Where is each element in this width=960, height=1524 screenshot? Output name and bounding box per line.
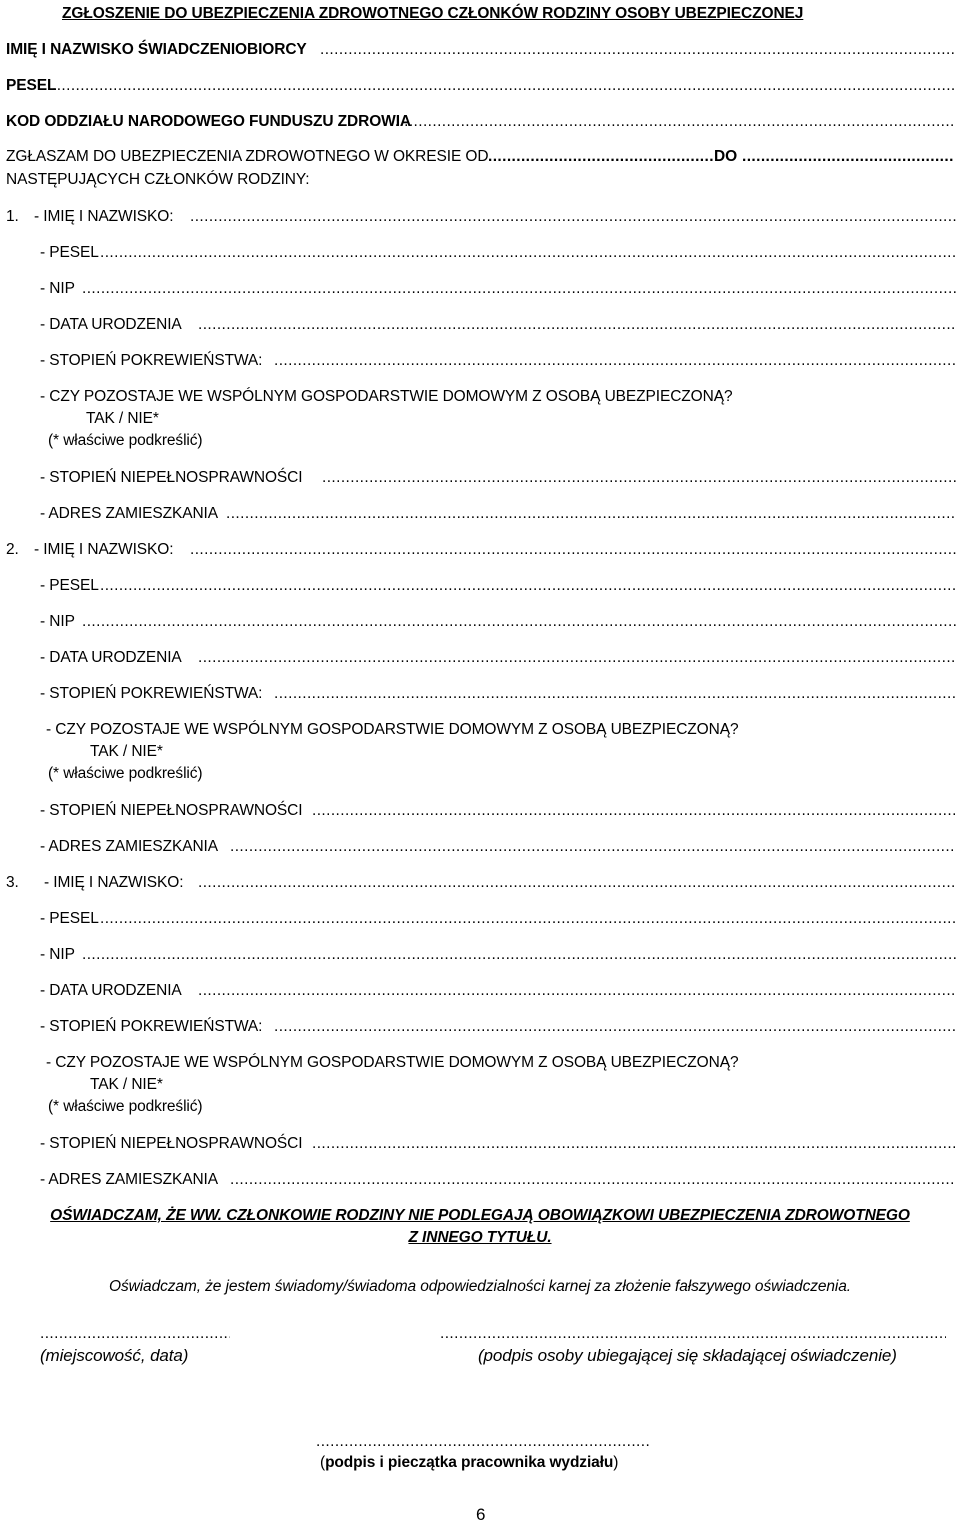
member-pesel-field[interactable] (100, 911, 956, 927)
page-number: 6 (476, 1505, 486, 1524)
member-name-field[interactable] (198, 875, 956, 891)
beneficiary-pesel-field[interactable] (52, 78, 954, 94)
member-address-field[interactable] (230, 1172, 956, 1188)
member-disability-label: - STOPIEŃ NIEPEŁNOSPRAWNOŚCI (40, 469, 303, 486)
applicant-signature-caption: (podpis osoby ubiegającej się składającej oświadczenie) (478, 1346, 897, 1365)
officer-caption-close: ) (613, 1454, 619, 1471)
period-from-field[interactable] (488, 149, 714, 165)
member-nip-field[interactable] (82, 947, 956, 963)
officer-caption-open: ( (320, 1454, 326, 1471)
member-address-label: - ADRES ZAMIESZKANIA (40, 1171, 219, 1188)
member-number: 2. (6, 541, 19, 558)
member-name-label: - IMIĘ I NAZWISKO: (34, 208, 174, 225)
member-nip-label: - NIP (40, 280, 75, 297)
member-pesel-field[interactable] (100, 245, 956, 261)
member-disability-field[interactable] (322, 470, 956, 486)
page-title: ZGŁOSZENIE DO UBEZPIECZENIA ZDROWOTNEGO CZŁONKÓW RODZINY OSOBY UBEZPIECZONEJ (62, 5, 804, 22)
officer-signature-caption (320, 1455, 618, 1471)
beneficiary-name-field[interactable] (320, 42, 954, 58)
member-household-answer[interactable]: TAK / NIE* (86, 410, 159, 427)
place-date-caption: (miejscowość, data) (40, 1346, 189, 1365)
member-address-field[interactable] (230, 839, 956, 855)
member-nip-field[interactable] (82, 281, 956, 297)
declare-to-label: DO (714, 148, 738, 165)
member-pesel-label: - PESEL (40, 910, 99, 927)
member-name-label: - IMIĘ I NAZWISKO: (34, 541, 174, 558)
member-birth-label: - DATA URODZENIA (40, 649, 182, 666)
officer-signature-field[interactable] (316, 1434, 650, 1450)
member-disability-label: - STOPIEŃ NIEPEŁNOSPRAWNOŚCI (40, 1135, 303, 1152)
member-disability-field[interactable] (312, 1136, 956, 1152)
member-nip-label: - NIP (40, 946, 75, 963)
member-name-label: - IMIĘ I NAZWISKO: (44, 874, 184, 891)
member-underline-note: (* właściwe podkreślić) (48, 765, 203, 782)
member-birth-label: - DATA URODZENIA (40, 316, 182, 333)
member-birth-field[interactable] (198, 317, 954, 333)
member-pesel-label: - PESEL (40, 577, 99, 594)
member-kinship-label: - STOPIEŃ POKREWIEŃSTWA: (40, 1018, 263, 1035)
nfz-code-label: KOD ODDZIAŁU NARODOWEGO FUNDUSZU ZDROWIA (6, 113, 411, 130)
member-address-field[interactable] (226, 506, 956, 522)
member-household-answer[interactable]: TAK / NIE* (90, 1076, 163, 1093)
member-pesel-label: - PESEL (40, 244, 99, 261)
member-disability-label: - STOPIEŃ NIEPEŁNOSPRAWNOŚCI (40, 802, 303, 819)
beneficiary-name-label: IMIĘ I NAZWISKO ŚWIADCZENIOBIORCY (6, 41, 307, 58)
member-birth-field[interactable] (198, 983, 954, 999)
member-household-answer[interactable]: TAK / NIE* (90, 743, 163, 760)
member-kinship-field[interactable] (274, 686, 956, 702)
member-number: 3. (6, 874, 19, 891)
member-kinship-field[interactable] (274, 1019, 956, 1035)
statement-line-1: OŚWIADCZAM, ŻE WW. CZŁONKOWIE RODZINY NIE PODLEGAJĄ OBOWIĄZKOWI UBEZPIECZENIA ZDROWOTNEGO (50, 1207, 910, 1224)
member-address-label: - ADRES ZAMIESZKANIA (40, 838, 219, 855)
member-name-field[interactable] (190, 542, 956, 558)
member-kinship-label: - STOPIEŃ POKREWIEŃSTWA: (40, 352, 263, 369)
period-to-field[interactable] (742, 149, 954, 165)
nfz-code-field[interactable] (390, 114, 954, 130)
member-household-question: - CZY POZOSTAJE WE WSPÓLNYM GOSPODARSTWIE DOMOWYM Z OSOBĄ UBEZPIECZONĄ? (46, 721, 739, 738)
place-date-field[interactable] (40, 1326, 230, 1342)
member-underline-note: (* właściwe podkreślić) (48, 432, 203, 449)
member-household-question: - CZY POZOSTAJE WE WSPÓLNYM GOSPODARSTWIE DOMOWYM Z OSOBĄ UBEZPIECZONĄ? (46, 1054, 739, 1071)
member-birth-label: - DATA URODZENIA (40, 982, 182, 999)
member-nip-label: - NIP (40, 613, 75, 630)
member-birth-field[interactable] (198, 650, 954, 666)
members-heading: NASTĘPUJĄCYCH CZŁONKÓW RODZINY: (6, 171, 310, 188)
member-kinship-field[interactable] (274, 353, 956, 369)
statement-line-2: Z INNEGO TYTUŁU. (408, 1229, 552, 1246)
liability-statement: Oświadczam, że jestem świadomy/świadoma odpowiedzialności karnej za złożenie fałszywego oświadczenia. (109, 1278, 851, 1295)
applicant-signature-field[interactable] (440, 1326, 946, 1342)
member-address-label: - ADRES ZAMIESZKANIA (40, 505, 219, 522)
member-name-field[interactable] (190, 209, 956, 225)
member-household-question: - CZY POZOSTAJE WE WSPÓLNYM GOSPODARSTWIE DOMOWYM Z OSOBĄ UBEZPIECZONĄ? (40, 388, 733, 405)
beneficiary-pesel-label: PESEL (6, 77, 57, 94)
member-kinship-label: - STOPIEŃ POKREWIEŃSTWA: (40, 685, 263, 702)
member-underline-note: (* właściwe podkreślić) (48, 1098, 203, 1115)
officer-caption-text: podpis i pieczątka pracownika wydziału (325, 1454, 614, 1471)
member-nip-field[interactable] (82, 614, 956, 630)
member-number: 1. (6, 208, 19, 225)
member-pesel-field[interactable] (100, 578, 956, 594)
member-disability-field[interactable] (312, 803, 956, 819)
declare-label: ZGŁASZAM DO UBEZPIECZENIA ZDROWOTNEGO W OKRESIE OD (6, 148, 489, 165)
